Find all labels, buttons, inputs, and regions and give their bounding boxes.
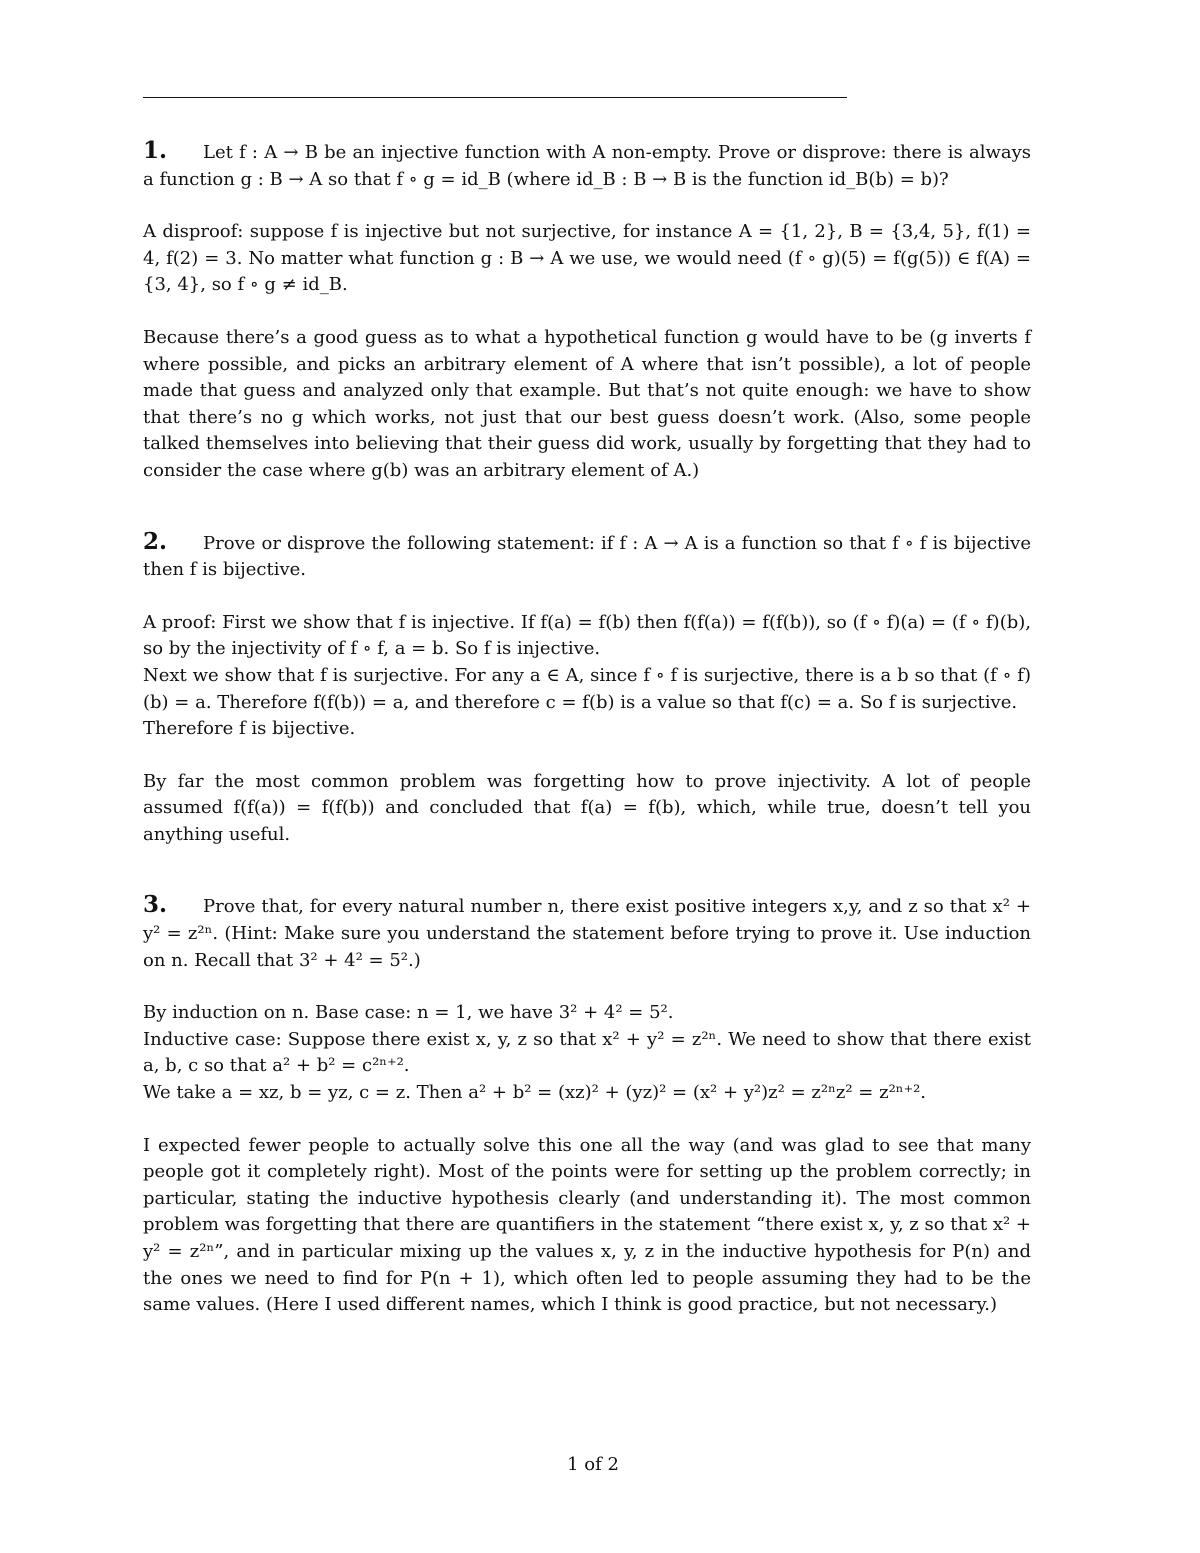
proof-line: Inductive case: Suppose there exist x, y, z so that x² + y² = z²ⁿ. We need to show that there exist a, b, c so that a² + b² = c²ⁿ⁺². [143, 1028, 1031, 1077]
problem-3 [143, 892, 1031, 1318]
document-body [143, 138, 1031, 1319]
proof-block [143, 610, 1031, 743]
comment-paragraph: By far the most common problem was forgetting how to prove injectivity. A lot of people assumed f(f(a)) = f(f(b)) and concluded that f(a) = f(b), which, while true, doesn’t tell you anything useful. [143, 770, 1031, 845]
problem-statement: Prove or disprove the following statement: if f : A → A is a function so that f ∘ f is bijective then f is bijective. [143, 532, 1031, 581]
proof-line: Next we show that f is surjective. For any a ∈ A, since f ∘ f is surjective, there is a b so that (f ∘ f)(b) = a. Therefore f(f(b)) = a, and therefore c = f(b) is a value so that f(c) = a. So f is surjective. [143, 664, 1031, 713]
problem-1-statement-line [143, 138, 1031, 193]
solution-paragraph: A disproof: suppose f is injective but not surjective, for instance A = {1, 2}, B = {3,4, 5}, f(1) = 4, f(2) = 3. No matter what function g : B → A we use, we would need (f ∘ g)(5) = f(g(5)) ∈ f(A) = {3, 4}, so f ∘ g ≠ id_B. [143, 221, 1031, 296]
problem-statement: Let f : A → B be an injective function with A non-empty. Prove or disprove: there is always a function g : B → A so that f ∘ g = id_B (where id_B : B → B is the function id_B(b) = b)? [143, 142, 1031, 190]
page-footer [0, 1454, 1200, 1475]
comment-paragraph: Because there’s a good guess as to what a hypothetical function g would have to be (g inverts f where possible, and picks an arbitrary element of A where that isn’t possible), a lot of people made that guess and analyzed only that example. But that’s not quite enough: we have to show that there’s no g which works, not just that our best guess doesn’t work. (Also, some people talked themselves into believing that their guess did work, usually by forgetting that they had to consider the case where g(b) was an arbitrary element of A.) [143, 326, 1031, 481]
proof-line: Therefore f is bijective. [143, 718, 356, 740]
proof-block [143, 1000, 1031, 1106]
problem-3-statement-line [143, 892, 1031, 974]
problem-statement: Prove that, for every natural number n, there exist positive integers x,y, and z so that x² + y² = z²ⁿ. (Hint: Make sure you understand the statement before trying to prove it. Use induction on n. Recall that 3² + 4² = 5².) [143, 896, 1031, 971]
problem-number: 1. [143, 137, 168, 164]
page-number: 1 of 2 [567, 1454, 619, 1475]
header-rule [143, 97, 847, 98]
problem-number: 2. [143, 527, 168, 555]
proof-line: By induction on n. Base case: n = 1, we have 3² + 4² = 5². [143, 1002, 674, 1024]
problem-number: 3. [143, 891, 168, 919]
problem-1 [143, 138, 1031, 485]
problem-2 [143, 529, 1031, 849]
proof-line: We take a = xz, b = yz, c = z. Then a² + b² = (xz)² + (yz)² = (x² + y²)z² = z²ⁿz² = z²ⁿ⁺². [143, 1082, 927, 1104]
comment-paragraph: I expected fewer people to actually solve this one all the way (and was glad to see that many people got it completely right). Most of the points were for setting up the problem correctly; in particular, stating the inductive hypothesis clearly (and understanding it). The most common problem was forgetting that there are quantifiers in the statement “there exist x, y, z so that x² + y² = z²ⁿ”, and in particular mixing up the values x, y, z in the inductive hypothesis for P(n) and the ones we need to find for P(n + 1), which often led to people assuming they had to be the same values. (Here I used different names, which I think is good practice, but not necessary.) [143, 1134, 1031, 1316]
proof-line: A proof: First we show that f is injective. If f(a) = f(b) then f(f(a)) = f(f(b)), so (f ∘ f)(a) = (f ∘ f)(b), so by the injectivity of f ∘ f, a = b. So f is injective. [143, 611, 1031, 660]
problem-2-statement-line [143, 529, 1031, 584]
